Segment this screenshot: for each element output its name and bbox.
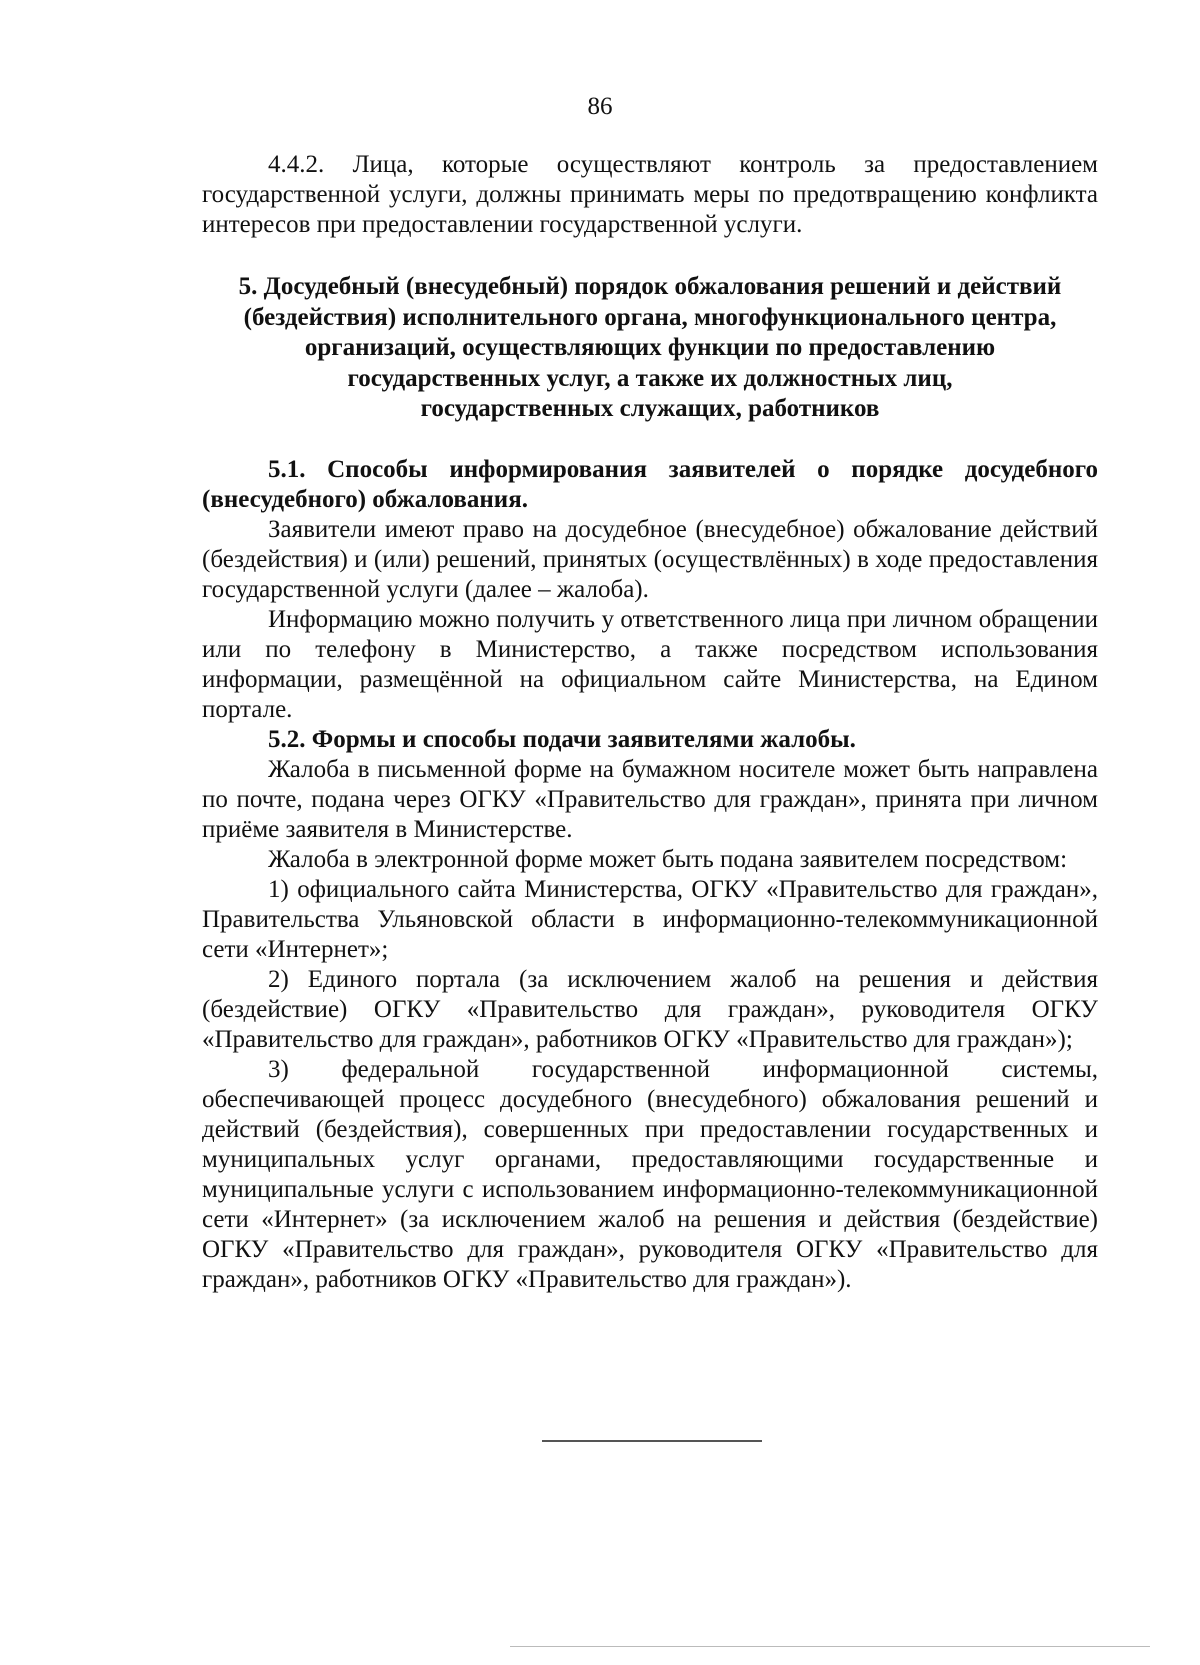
list-item-1: 1) официального сайта Министерства, ОГКУ «Правительство для граждан», Правительства Ульяновской области в информационно-телекоммуникационной сети «Интернет»; <box>202 875 1098 963</box>
section-5-heading-line: 5. Досудебный (внесудебный) порядок обжалования решений и действий <box>238 273 1062 300</box>
paragraph-4-4-2: 4.4.2. Лица, которые осуществляют контроль за предоставлением государственной услуги, должны принимать меры по предотвращению конфликта интересов при предоставлении государственной услуги. <box>202 151 1098 238</box>
paragraph-5-1-right: Заявители имеют право на досудебное (внесудебное) обжалование действий (бездействия) и (или) решений, принятых (осуществлённых) в ходе предоставления государственной услуги (далее – жалоба). <box>202 515 1098 603</box>
list-item-3: 3) федеральной государственной информационной системы, обеспечивающей процесс досудебного (внесудебного) обжалования решений и действий (бездействия), совершенных при предоставлении государственных и муниципальных услуг органами, предоставляющими государственные и муниципальные услуги с использованием информационно-телекоммуникационной сети «Интернет» (за исключением жалоб на решения и действия (бездействие) ОГКУ «Правительство для граждан», руководителя ОГКУ «Правительство для граждан», работников ОГКУ «Правительство для граждан»). <box>202 1055 1098 1293</box>
paragraph-5-2-paper: Жалоба в письменной форме на бумажном носителе может быть направлена по почте, подана через ОГКУ «Правительство для граждан», принята при личном приёме заявителя в Министерстве. <box>202 755 1098 843</box>
section-5-heading-line: государственных услуг, а также их должностных лиц, <box>347 364 953 392</box>
subsection-5-2-heading: 5.2. Формы и способы подачи заявителями жалобы. <box>268 725 856 753</box>
section-5-heading <box>202 272 1098 425</box>
subsection-5-1-heading: 5.1. Способы информирования заявителей о порядке досудебного (внесудебного) обжалования. <box>202 455 1098 513</box>
list-item-2: 2) Единого портала (за исключением жалоб на решения и действия (бездействие) ОГКУ «Правительство для граждан», руководителя ОГКУ «Правительство для граждан», работников ОГКУ «Правительство для граждан»); <box>202 965 1098 1053</box>
paragraph-5-1-info: Информацию можно получить у ответственного лица при личном обращении или по телефону в Министерство, а также посредством использования информации, размещённой на официальном сайте Министерства, на Едином портале. <box>202 605 1098 723</box>
section-5-heading-line: организаций, осуществляющих функции по предоставлению <box>304 334 996 361</box>
end-of-text-divider <box>542 1440 762 1442</box>
section-5-heading-line: (бездействия) исполнительного органа, многофункционального центра, <box>243 303 1057 331</box>
page-number: 86 <box>587 93 613 120</box>
section-5-heading-line: государственных служащих, работников <box>420 395 880 422</box>
bottom-edge-line <box>510 1646 1150 1647</box>
paragraph-5-2-electronic: Жалоба в электронной форме может быть подана заявителем посредством: <box>268 845 1068 873</box>
document-body <box>202 150 1098 1295</box>
